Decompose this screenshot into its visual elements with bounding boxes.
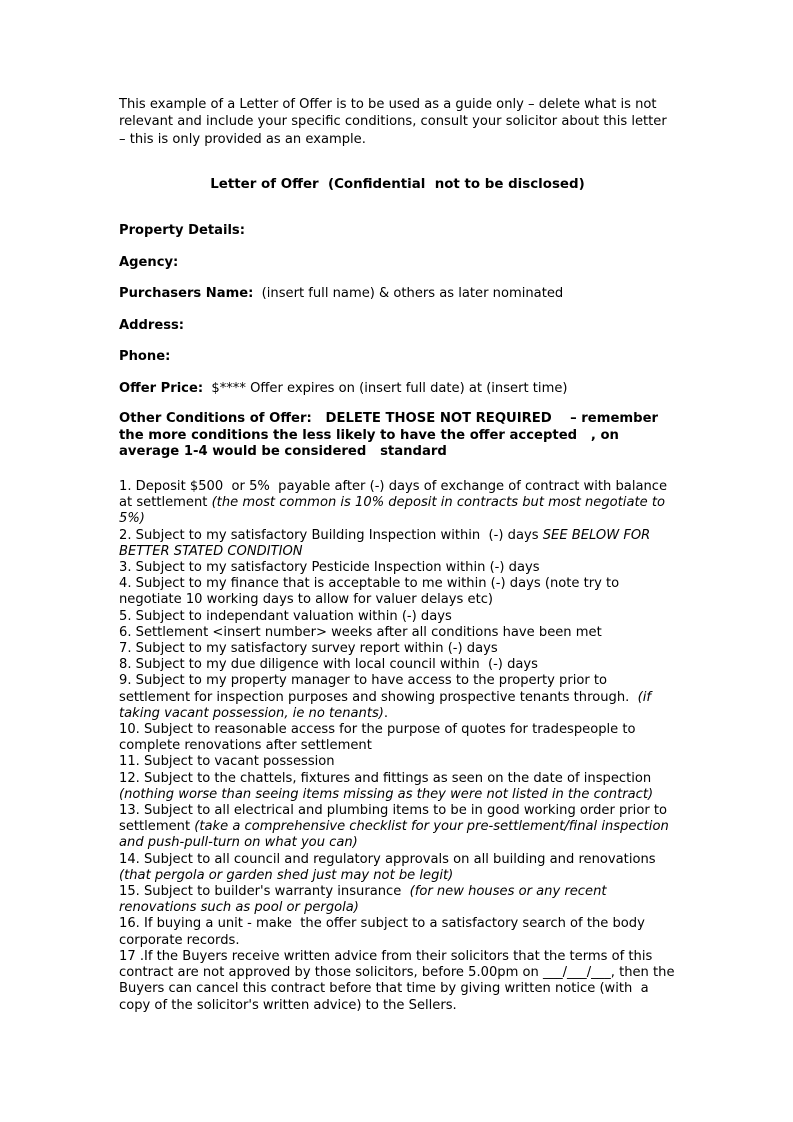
condition-item [119,916,676,948]
condition-note: (the most common is 10% deposit in contracts but most negotiate to 5%) [119,495,670,527]
detail-row [119,348,676,365]
condition-item [119,754,676,770]
detail-row [119,380,676,397]
condition-item [119,884,676,916]
condition-text: 3. Subject to my satisfactory Pesticide Inspection within (-) days [119,560,540,576]
condition-note: (for new houses or any recent renovations such as pool or pergola) [119,884,611,916]
condition-text: 16. If buying a unit - make the offer subject to a satisfactory search of the body corporate records. [119,916,650,948]
condition-item [119,576,676,608]
condition-item [119,722,676,754]
condition-text: 11. Subject to vacant possession [119,754,335,770]
detail-row [119,222,676,239]
conditions-list [119,479,679,1014]
condition-note: (if taking vacant possession, ie no tenants) [119,689,656,721]
condition-item [119,560,676,576]
condition-note: (take a comprehensive checklist for your pre-settlement/final inspection and push-pull-turn on what you can) [119,819,673,851]
document-body [119,96,679,1014]
condition-text: 5. Subject to independant valuation within (-) days [119,608,452,624]
detail-row [119,317,676,334]
detail-label: Agency: [119,254,179,270]
condition-note: SEE BELOW FOR BETTER STATED CONDITION [119,527,655,559]
detail-label: Address: [119,317,185,333]
condition-text: 10. Subject to reasonable access for the purpose of quotes for tradespeople to complete renovations after settlement [119,722,640,754]
conditions-heading: Other Conditions of Offer: DELETE THOSE NOT REQUIRED – remember the more conditions the less likely to have the offer accepted , on average 1-4 would be considered standard [119,411,663,460]
condition-text: 13. Subject to all electrical and plumbing items to be in good working order prior to settlement [119,803,672,835]
detail-label: Offer Price: [119,380,204,396]
page-title: Letter of Offer (Confidential not to be disclosed) [210,177,585,193]
condition-text: 1. Deposit $500 or 5% payable after (-) days of exchange of contract with balance at settlement [119,479,672,511]
condition-text: 2. Subject to my satisfactory Building Inspection within (-) days [119,527,543,543]
condition-item [119,657,676,673]
condition-text: 4. Subject to my finance that is acceptable to me within (-) days (note try to negotiate 10 working days to allow for valuer delays etc) [119,576,624,608]
condition-text: 9. Subject to my property manager to have access to the property prior to settlement for inspection purposes and showing prospective tenants through. [119,673,638,705]
detail-label: Purchasers Name: [119,286,254,302]
condition-item [119,479,676,528]
detail-value: $**** Offer expires on (insert full date) at (insert time) [203,380,568,396]
condition-item [119,673,676,722]
condition-item [119,609,676,625]
condition-note: (nothing worse than seeing items missing as they were not listed in the contract) [119,786,654,802]
condition-item [119,948,679,1014]
condition-item [119,852,676,884]
condition-item [119,625,676,641]
condition-text: 17 .If the Buyers receive written advice from their solicitors that the terms of this contract are not approved by those solicitors, before 5.00pm on ___/___/___, then the Buyers can cancel this contract before that time by giving written notice (with a copy of the solicitor's written advice) to the Sellers. [119,948,679,1013]
property-details-section [119,222,676,397]
detail-label: Phone: [119,349,171,365]
condition-item [119,528,676,560]
detail-value: (insert full name) & others as later nominated [253,286,564,302]
condition-text: 8. Subject to my due diligence with local council within (-) days [119,657,538,673]
condition-text: 7. Subject to my satisfactory survey report within (-) days [119,641,498,657]
intro-paragraph: This example of a Letter of Offer is to be used as a guide only – delete what is not relevant and include your specific conditions, consult your solicitor about this letter – this is only provided as an example. [119,97,667,147]
detail-label: Property Details: [119,223,245,239]
condition-item [119,771,676,803]
condition-item [119,641,676,657]
condition-text: 12. Subject to the chattels, fixtures and fittings as seen on the date of inspection [119,770,656,786]
condition-note: (that pergola or garden shed just may not be legit) [119,867,454,883]
detail-row [119,285,676,302]
detail-row [119,254,676,271]
condition-text: . [383,705,389,721]
condition-text: 15. Subject to builder's warranty insurance [119,884,410,900]
condition-item [119,803,676,852]
condition-text: 6. Settlement <insert number> weeks after all conditions have been met [119,624,602,640]
condition-text: 14. Subject to all council and regulatory approvals on all building and renovations [119,851,660,867]
